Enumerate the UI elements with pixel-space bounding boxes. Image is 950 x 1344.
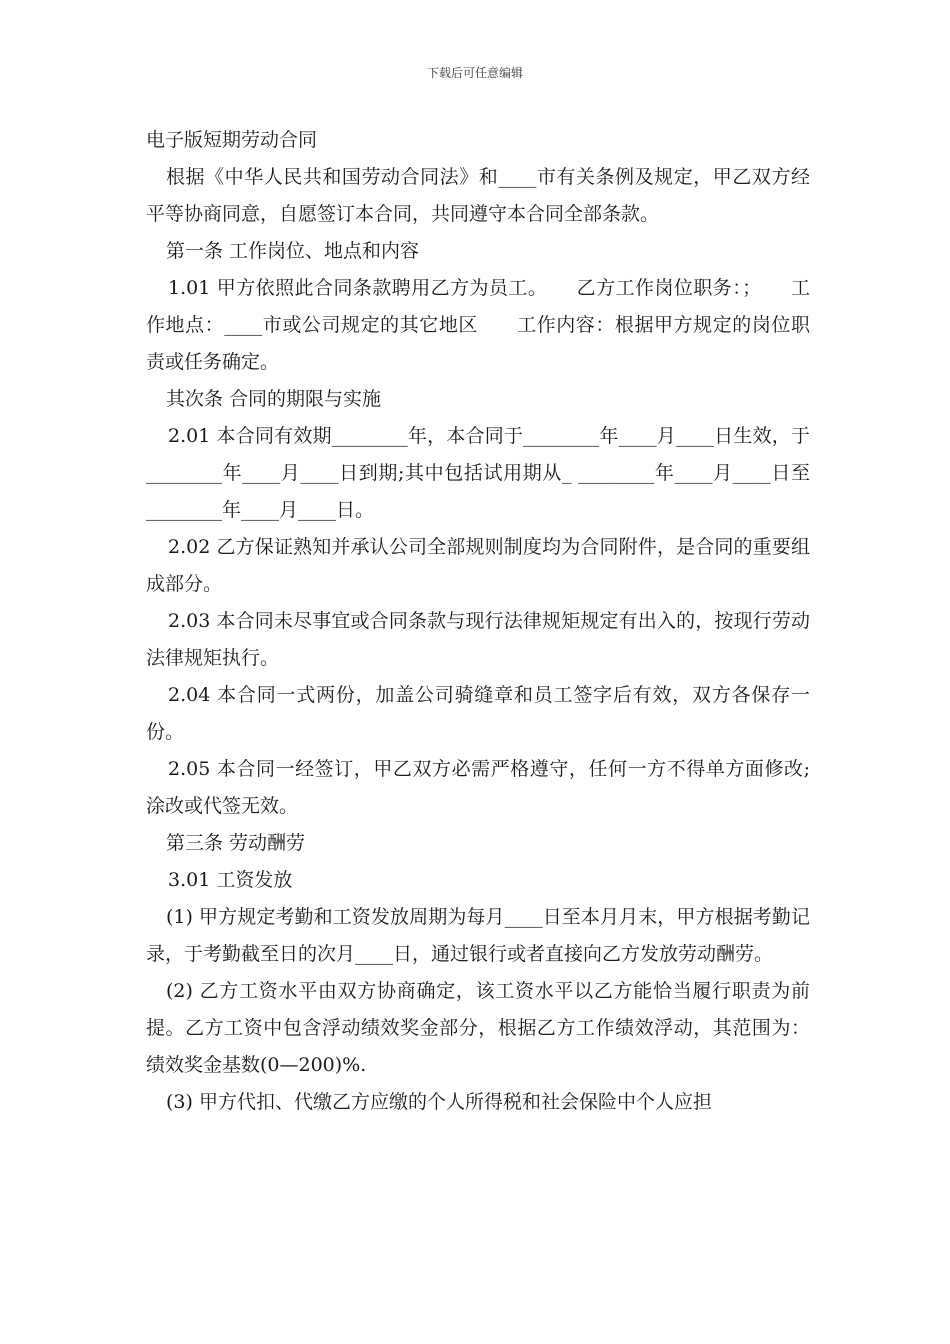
section-heading-2: 其次条 合同的期限与实施 bbox=[166, 388, 382, 410]
clause-2-03: 2.03 本合同未尽事宜或合同条款与现行法律规矩规定有出入的，按现行劳动法律规矩执行。 bbox=[146, 610, 810, 669]
section-heading-1: 第一条 工作岗位、地点和内容 bbox=[166, 240, 420, 262]
clause-2-04: 2.04 本合同一式两份，加盖公司骑缝章和员工签字后有效，双方各保存一份。 bbox=[146, 684, 810, 743]
clause-1-01: 1.01 甲方依照此合同条款聘用乙方为员工。 乙方工作岗位职务：； 工作地点：____市或公司规定的其它地区 工作内容：根据甲方规定的岗位职责或任务确定。 bbox=[146, 277, 810, 373]
clause-3-01-item-2: (2) 乙方工资水平由双方协商确定，该工资水平以乙方能恰当履行职责为前提。乙方工资中包含浮动绩效奖金部分，根据乙方工作绩效浮动，其范围为：绩效奖金基数(0—200)%. bbox=[146, 980, 810, 1076]
clause-2-05: 2.05 本合同一经签订，甲乙双方必需严格遵守，任何一方不得单方面修改;涂改或代签无效。 bbox=[146, 758, 810, 817]
clause-2-02: 2.02 乙方保证熟知并承认公司全部规则制度均为合同附件，是合同的重要组成部分。 bbox=[146, 536, 810, 595]
clause-3-01-item-3: (3) 甲方代扣、代缴乙方应缴的个人所得税和社会保险中个人应担 bbox=[166, 1091, 712, 1113]
clause-3-01: 3.01 工资发放 bbox=[168, 869, 293, 891]
clause-2-01: 2.01 本合同有效期________年，本合同于________年____月____日生效，于________年____月____日到期;其中包括试用期从_ ________年____月____日至________年____月____日。 bbox=[146, 425, 810, 521]
document-title: 电子版短期劳动合同 bbox=[146, 129, 318, 151]
document-body bbox=[146, 122, 810, 1121]
header-note: 下载后可任意编辑 bbox=[426, 66, 523, 80]
paragraph-preamble: 根据《中华人民共和国劳动合同法》和____市有关条例及规定，甲乙双方经平等协商同意，自愿签订本合同，共同遵守本合同全部条款。 bbox=[146, 166, 810, 225]
section-heading-3: 第三条 劳动酬劳 bbox=[166, 832, 306, 854]
clause-3-01-item-1: (1) 甲方规定考勤和工资发放周期为每月____日至本月月末，甲方根据考勤记录，于考勤截至日的次月____日，通过银行或者直接向乙方发放劳动酬劳。 bbox=[146, 906, 810, 965]
